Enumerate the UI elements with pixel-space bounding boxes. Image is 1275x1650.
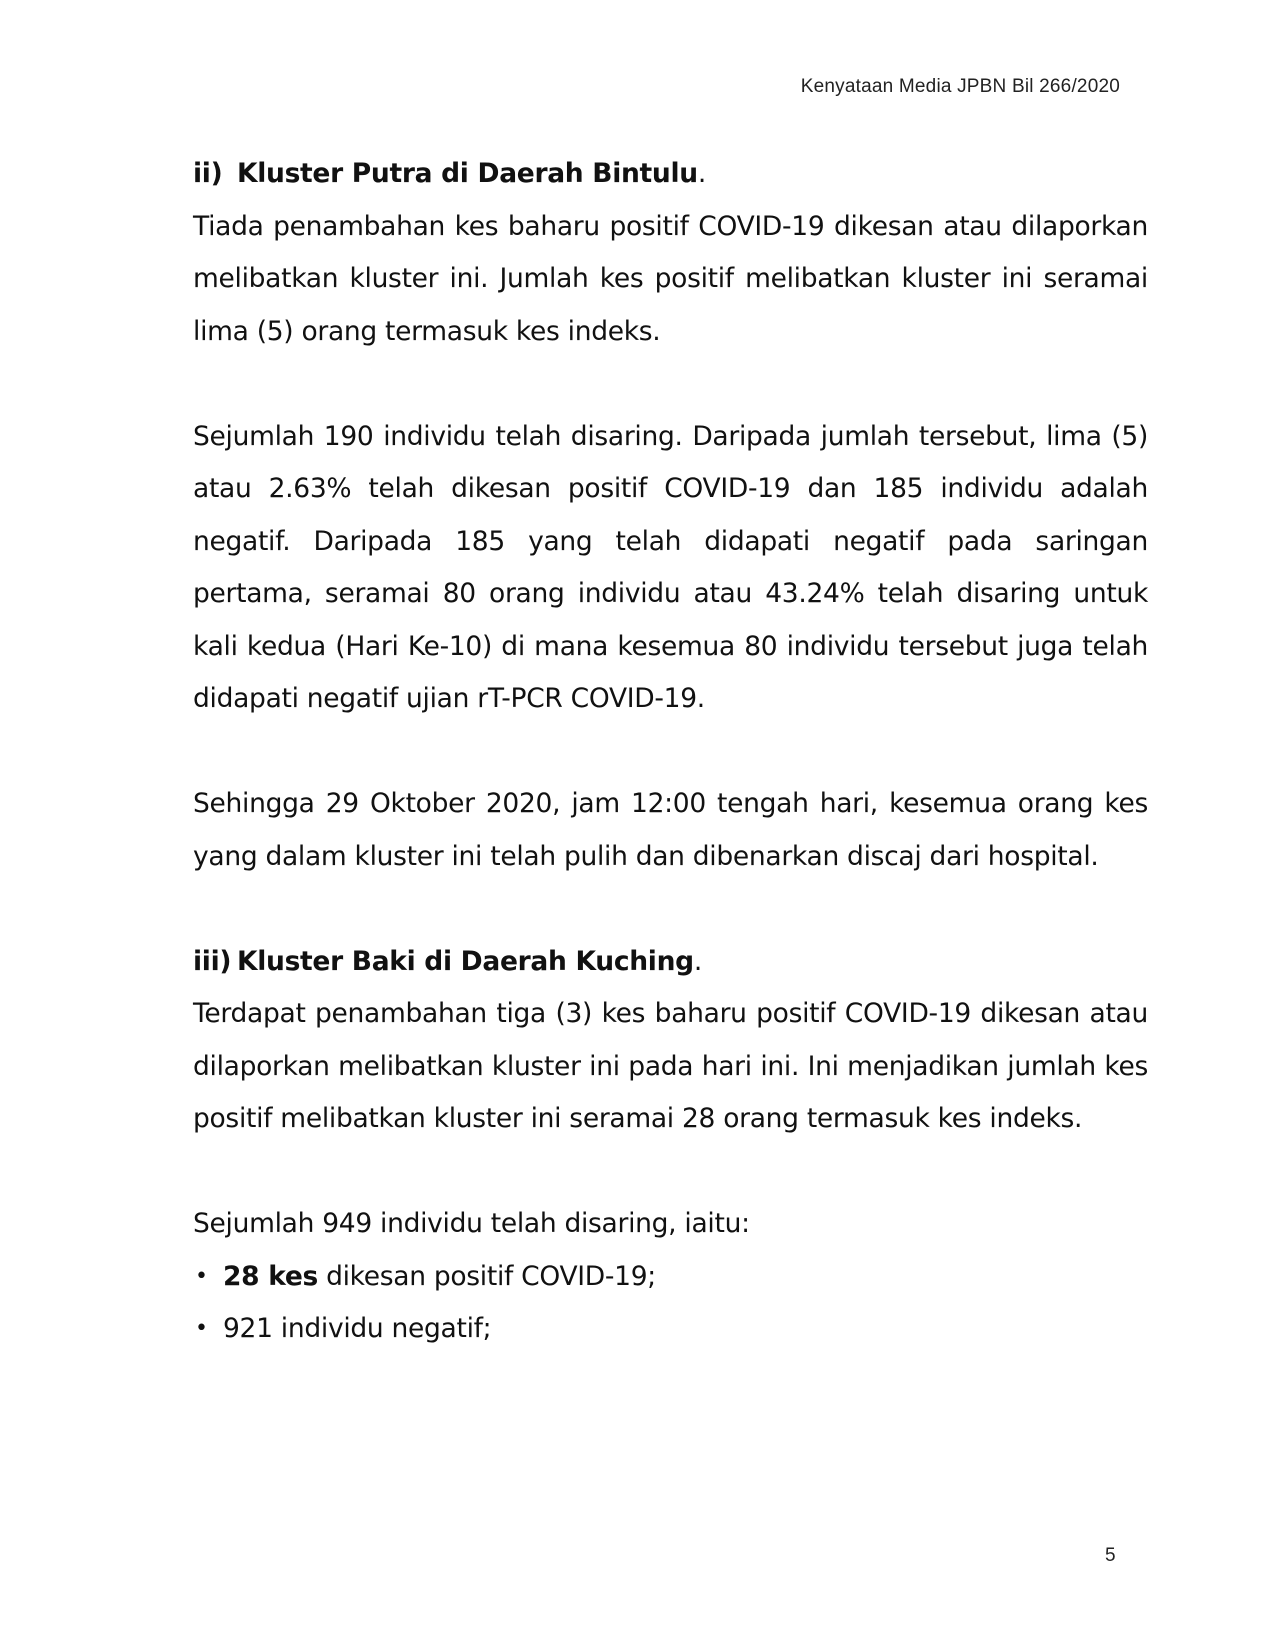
bullet-icon: • [195, 1263, 208, 1289]
section-ii-number: ii) [193, 158, 223, 189]
list-item-bold-text: 28 kes [223, 1260, 318, 1292]
section-iii-title: Kluster Baki di Daerah Kuching [237, 945, 694, 977]
list-item [193, 1303, 1148, 1356]
section-ii-title: Kluster Putra di Daerah Bintulu [237, 158, 698, 189]
section-iii-heading [193, 936, 1148, 989]
list-item [193, 1251, 1148, 1304]
document-body [193, 148, 1148, 1356]
list-item-text: 921 individu negatif; [223, 1313, 492, 1344]
screening-results-list [193, 1251, 1148, 1356]
section-iii-title-period: . [693, 945, 702, 977]
section-ii-title-period: . [697, 158, 706, 189]
section-iii-paragraph-1: Terdapat penambahan tiga (3) kes baharu positif COVID-19 dikesan atau dilaporkan melibatkan kluster ini pada hari ini. Ini menjadikan jumlah kes positif melibatkan kluster ini seramai 28 orang termasuk kes indeks. [193, 998, 1148, 1134]
list-item-text: dikesan positif COVID-19; [317, 1260, 656, 1292]
section-ii-paragraph-1: Tiada penambahan kes baharu positif COVID-19 dikesan atau dilaporkan melibatkan kluster ini. Jumlah kes positif melibatkan kluster ini seramai lima (5) orang termasuk kes indeks. [193, 210, 1148, 347]
page-number: 5 [1105, 1545, 1116, 1566]
bullet-icon: • [195, 1316, 208, 1341]
document-reference-header: Kenyataan Media JPBN Bil 266/2020 [800, 76, 1120, 97]
section-ii-paragraph-2: Sejumlah 190 individu telah disaring. Daripada jumlah tersebut, lima (5) atau 2.63% telah dikesan positif COVID-19 dan 185 individu adalah negatif. Daripada 185 yang telah didapati negatif pada saringan pertama, seramai 80 orang individu atau 43.24% telah disaring untuk kali kedua (Hari Ke-10) di mana kesemua 80 individu tersebut juga telah didapati negatif ujian rT-PCR COVID-19. [193, 420, 1148, 714]
section-ii-paragraph-3: Sehingga 29 Oktober 2020, jam 12:00 tengah hari, kesemua orang kes yang dalam kluster ini telah pulih dan dibenarkan discaj dari hospital. [193, 788, 1148, 872]
section-iii-number: iii) [193, 945, 232, 977]
section-iii-paragraph-2: Sejumlah 949 individu telah disaring, iaitu: [193, 1208, 750, 1239]
section-ii-heading [193, 148, 1148, 201]
